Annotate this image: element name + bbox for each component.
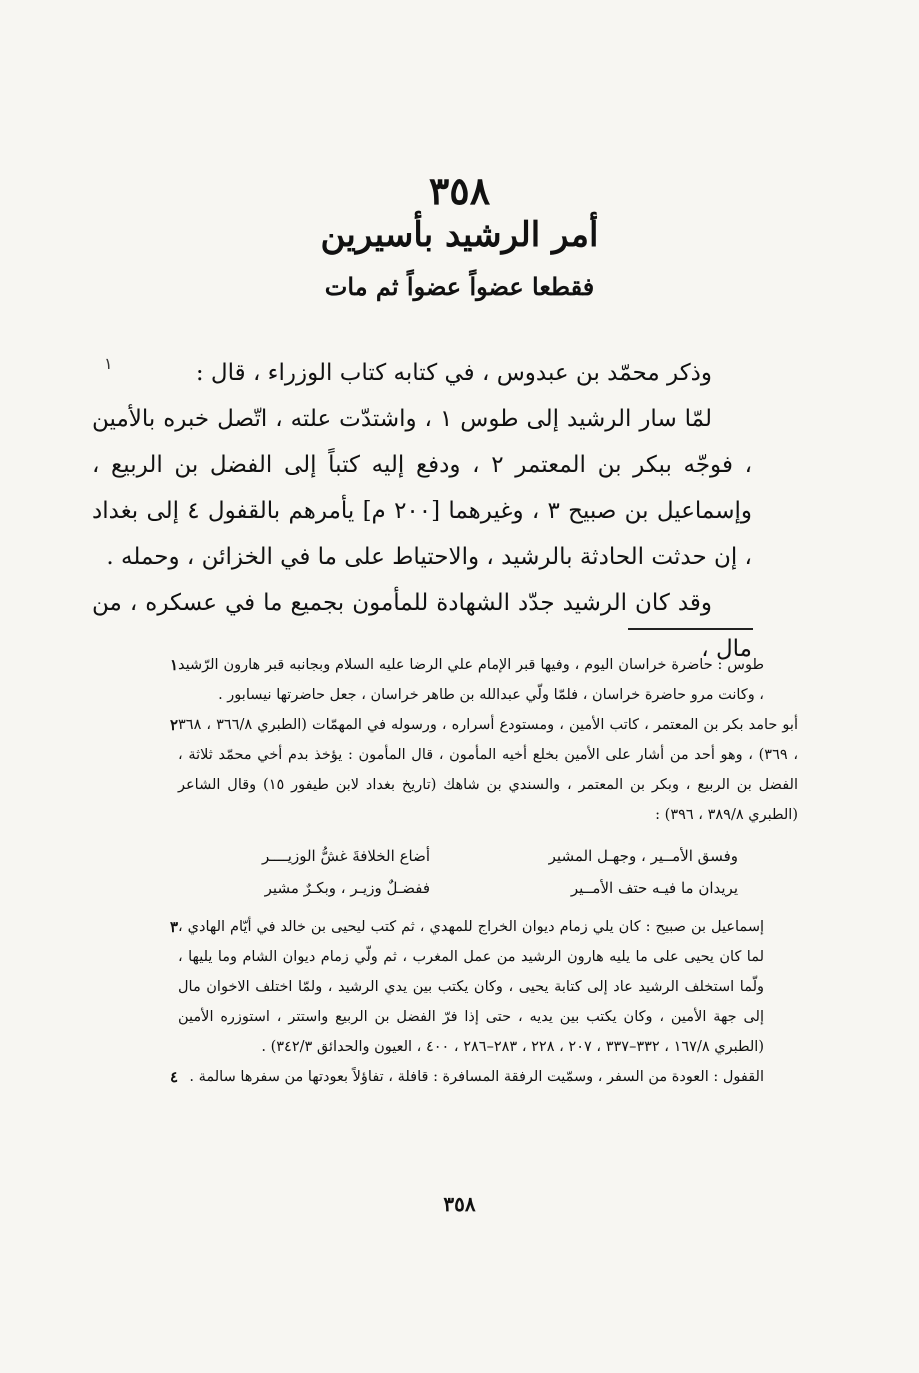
footnote xyxy=(150,912,770,1062)
footnote-number: ١ xyxy=(169,656,178,674)
paragraph: لمّا سار الرشيد إلى طوس ١ ، واشتدّت علته ، اتّصل خبره بالأمين ، فوجّه ببكر بن المعتمر ٢ ، ودفع إليه كتباً إلى الفضل بن الربيع ، وإسماعيل بن صبيح ٣ ، وغيرهما [٢٠٠ م] يأمرهم بالقفول ٤ إلى بغداد ، إن حدثت الحادثة بالرشيد ، والاحتياط على ما في الخزائن ، وحمله . xyxy=(92,406,752,570)
page-number-footer: ٣٥٨ xyxy=(443,1192,476,1216)
footnote-number: ٢ xyxy=(169,716,178,734)
footnote xyxy=(150,710,799,912)
footnote-text: إسماعيل بن صبيح : كان يلي زمام ديوان الخراج للمهدي ، ثم كتب ليحيى بن خالد في أيّام الهادي ، لما كان يحيى على ما يليه هارون الرشيد من عمل المغرب ، ثم ولّي زمام ديوان الشام وما يليها ، ولّما استخلف الرشيد عاد إلى كتابة يحيى ، وكان يكتب بين يدي الرشيد ، ولمّا اختلف الاخوان مال إلى جهة الأمين ، وكان يكتب بين يديه ، حتى إذا فرّ الفضل بن الربيع واستتر ، استوزره الأمين (الطبري ١٦٧/٨ ، ٣٣٢–٣٣٧ ، ٢٠٧ ، ٢٢٨ ، ٢٨٣–٢٨٦ ، ٤٠٠ ، العيون والحدائق ٣٤٢/٣) . xyxy=(178,919,764,1055)
page-subtitle: فقطعا عضواً عضواً ثم مات xyxy=(324,272,595,301)
margin-mark: ١ xyxy=(104,354,113,373)
page-number-header: ٣٥٨ xyxy=(428,168,491,213)
poem-line xyxy=(178,840,738,872)
page-title: أمر الرشيد بأسيرين xyxy=(320,215,599,255)
footnote-text: طوس : حاضرة خراسان اليوم ، وفيها قبر الإمام علي الرضا عليه السلام وبجانبه قبر هارون الرّشيد ، وكانت مرو حاضرة خراسان ، فلمّا ولّي عبدالله بن طاهر خراسان ، جعل حاضرتها نيسابور . xyxy=(178,657,764,703)
poem-line xyxy=(178,872,738,904)
footnote xyxy=(150,1062,770,1092)
poem xyxy=(178,840,738,904)
footnote-separator xyxy=(628,628,753,630)
footnote xyxy=(150,650,770,710)
footnote-number: ٣ xyxy=(169,918,178,936)
poem-hemistich: ففضـلٌ وزيـر ، وبكـرٌ مشير xyxy=(264,879,430,897)
footnote-text: القفول : العودة من السفر ، وسمّيت الرفقة المسافرة : قافلة ، تفاؤلاً بعودتها من سفرها سالمة . xyxy=(189,1069,764,1085)
poem-hemistich: أضاع الخلافةَ غشُّ الوزيــــر xyxy=(261,847,430,865)
footnotes xyxy=(150,650,799,1092)
paragraph: وقد كان الرشيد جدّد الشهادة للمأمون بجميع ما في عسكره ، من مال ، xyxy=(92,590,752,662)
paragraph: وذكر محمّد بن عبدوس ، في كتابه كتاب الوزراء ، قال : xyxy=(195,360,712,386)
main-text xyxy=(92,350,752,672)
footnote-number: ٤ xyxy=(169,1068,178,1086)
footnote-text: أبو حامد بكر بن المعتمر ، كاتب الأمين ، ومستودع أسراره ، ورسوله في المهمّات (الطبري ٣٦٦/٨ ، ٣٦٨ ، ٣٦٩) ، وهو أحد من أشار على الأمين بخلع أخيه المأمون ، قال المأمون : يؤخذ بدم أخي محمّد ثلاثة ، الفضل بن الربيع ، وبكر بن المعتمر ، والسندي بن شاهك (تاريخ بغداد لابن طيفور ١٥) وقال الشاعر (الطبري ٣٨٩/٨ ، ٣٩٦) : xyxy=(178,717,799,823)
poem-hemistich: وفسق الأمــير ، وجهـل المشير xyxy=(548,847,738,865)
poem-hemistich: يريدان ما فيـه حتف الأمــير xyxy=(570,879,738,897)
